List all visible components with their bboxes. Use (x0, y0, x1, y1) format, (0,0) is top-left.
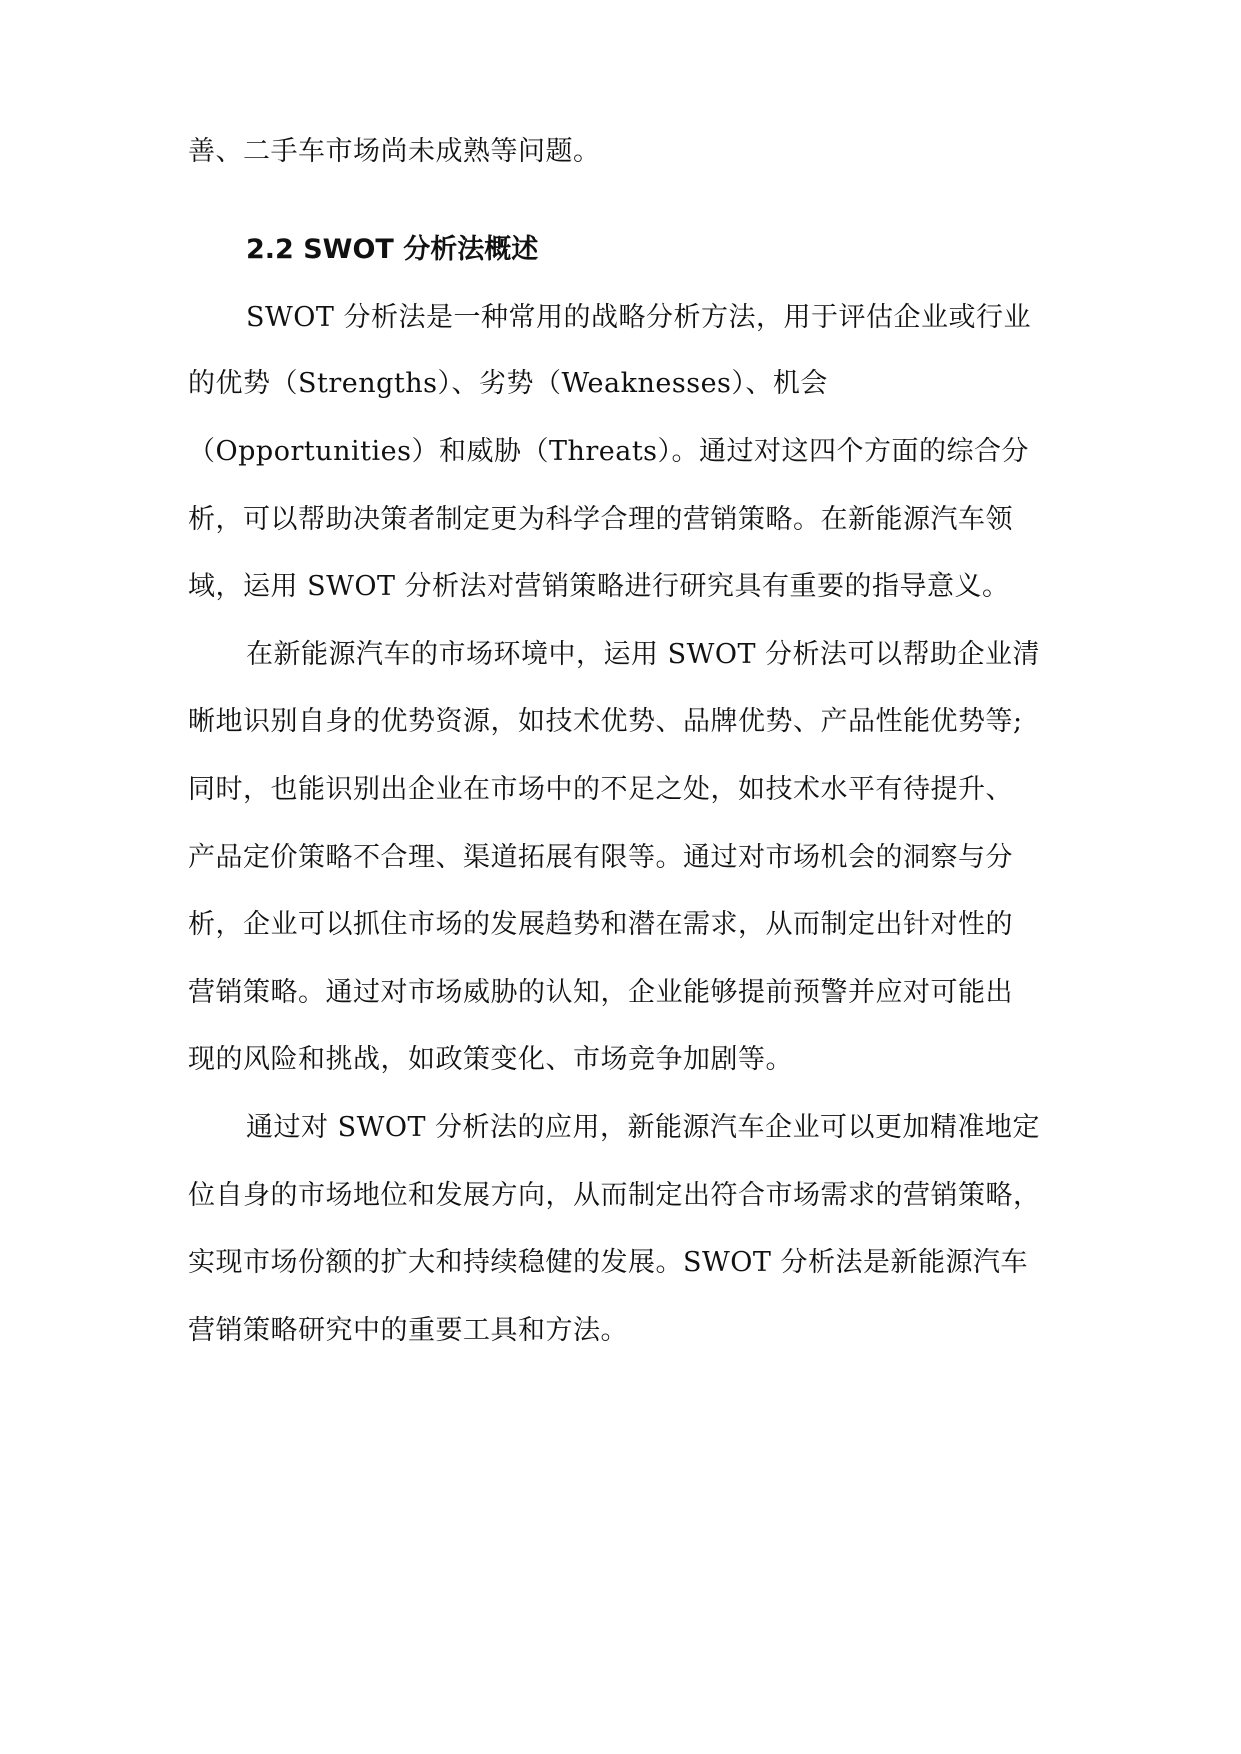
paragraph-line: 析，可以帮助决策者制定更为科学合理的营销策略。在新能源汽车领 (188, 504, 1013, 535)
paragraph-line: 通过对 SWOT 分析法的应用，新能源汽车企业可以更加精准地定 (246, 1112, 1041, 1143)
paragraph-line: SWOT 分析法是一种常用的战略分析方法，用于评估企业或行业 (246, 302, 1031, 333)
paragraph-line: 善、二手车市场尚未成熟等问题。 (188, 136, 601, 167)
paragraph-line: 实现市场份额的扩大和持续稳健的发展。SWOT 分析法是新能源汽车 (188, 1247, 1028, 1278)
paragraph-line: 位自身的市场地位和发展方向，从而制定出符合市场需求的营销策略， (188, 1180, 1041, 1211)
paragraph-line: 营销策略。通过对市场威胁的认知，企业能够提前预警并应对可能出 (188, 977, 1013, 1008)
paragraph-line: 的优势（Strengths）、劣势（Weaknesses）、机会 (188, 368, 828, 399)
paragraph-line: 同时，也能识别出企业在市场中的不足之处，如技术水平有待提升、 (188, 774, 1013, 805)
paragraph-line: 晰地识别自身的优势资源，如技术优势、品牌优势、产品性能优势等; (188, 706, 1023, 737)
section-heading: 2.2 SWOT 分析法概述 (246, 234, 539, 265)
paragraph-line: （Opportunities）和威胁（Threats）。通过对这四个方面的综合分 (188, 436, 1030, 467)
paragraph-line: 产品定价策略不合理、渠道拓展有限等。通过对市场机会的洞察与分 (188, 842, 1013, 873)
paragraph-line: 现的风险和挑战，如政策变化、市场竞争加剧等。 (188, 1044, 793, 1075)
paragraph-line: 在新能源汽车的市场环境中，运用 SWOT 分析法可以帮助企业清 (246, 639, 1041, 670)
paragraph-line: 析，企业可以抓住市场的发展趋势和潜在需求，从而制定出针对性的 (188, 909, 1013, 940)
paragraph-line: 域，运用 SWOT 分析法对营销策略进行研究具有重要的指导意义。 (188, 571, 1010, 602)
paragraph-line: 营销策略研究中的重要工具和方法。 (188, 1315, 628, 1346)
